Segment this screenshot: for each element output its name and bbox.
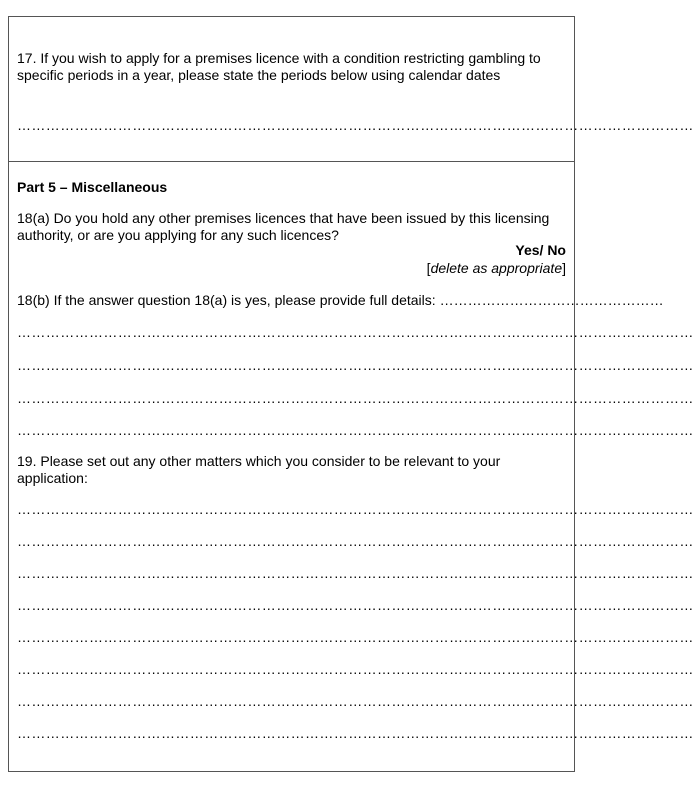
answer-line-18b[interactable]: ……………………………………………………………………………………………………………………………	[17, 357, 694, 373]
section-divider	[9, 161, 574, 162]
answer-line-18b[interactable]: ……………………………………………………………………………………………………………………………	[17, 324, 694, 340]
question-18a: 18(a) Do you hold any other premises licences that have been issued by this licensing authority, or are you applying for any such licences?	[17, 210, 550, 243]
answer-line-19[interactable]: ……………………………………………………………………………………………………………………………	[17, 629, 694, 645]
form-frame	[8, 16, 694, 772]
part-5-heading: Part 5 – Miscellaneous	[17, 179, 168, 195]
answer-line-18b[interactable]: ……………………………………………………………………………………………………………………………	[17, 422, 694, 438]
answer-line-18b[interactable]: ……………………………………………………………………………………………………………………………	[17, 390, 694, 406]
answer-line-18b-inline[interactable]: …………………………………………	[439, 292, 664, 308]
answer-line-19[interactable]: ……………………………………………………………………………………………………………………………	[17, 501, 694, 517]
answer-line-17[interactable]: ……………………………………………………………………………………………………………………………	[17, 117, 694, 133]
question-18b: 18(b) If the answer question 18(a) is yes, please provide full details: …………………………………………	[17, 292, 664, 308]
answer-line-19[interactable]: ……………………………………………………………………………………………………………………………	[17, 661, 694, 677]
answer-line-19[interactable]: ……………………………………………………………………………………………………………………………	[17, 533, 694, 549]
answer-line-19[interactable]: ……………………………………………………………………………………………………………………………	[17, 565, 694, 581]
delete-as-appropriate-note: [delete as appropriate]	[426, 260, 566, 276]
answer-line-19[interactable]: ……………………………………………………………………………………………………………………………	[17, 693, 694, 709]
answer-line-19[interactable]: ……………………………………………………………………………………………………………………………	[17, 597, 694, 613]
question-19: 19. Please set out any other matters which you consider to be relevant to your application:	[17, 453, 501, 486]
yes-no-option[interactable]: Yes/ No	[515, 242, 566, 258]
answer-line-19[interactable]: ……………………………………………………………………………………………………………………………	[17, 725, 694, 741]
question-17: 17. If you wish to apply for a premises licence with a condition restricting gambling to specific periods in a year, please state the periods below using calendar dates	[17, 50, 541, 83]
